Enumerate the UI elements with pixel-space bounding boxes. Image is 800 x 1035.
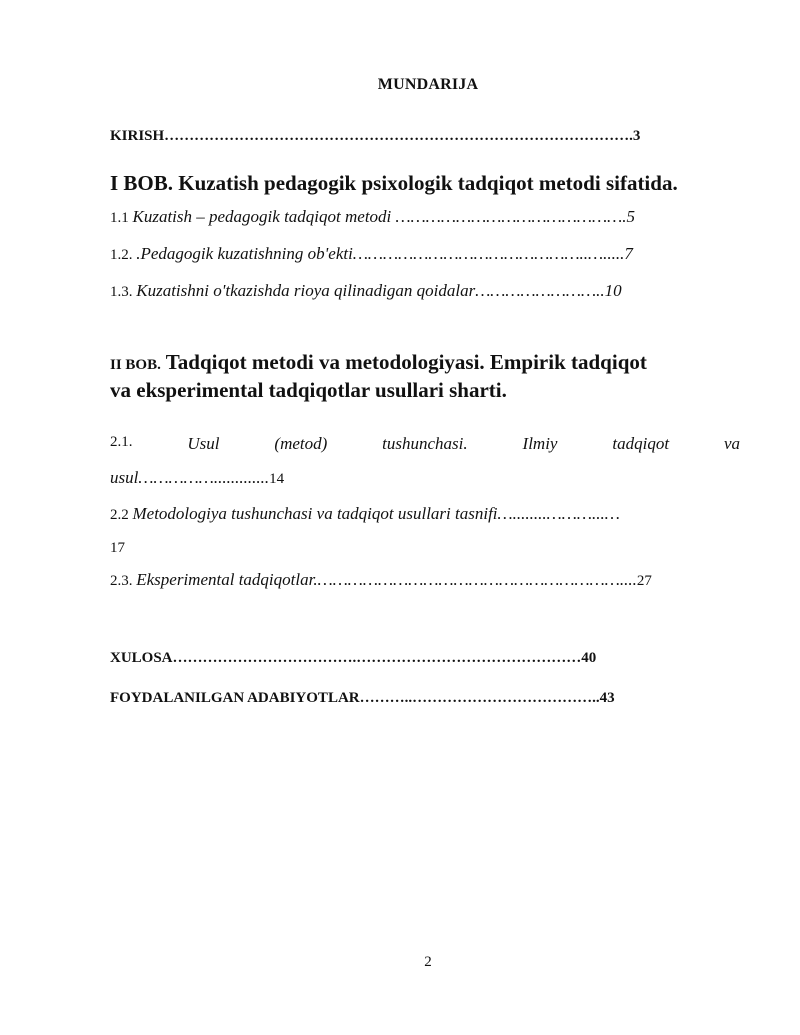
toc-kirish: KIRISH………………………………………………………………………………….3 [110,128,641,144]
toc-xulosa: XULOSA……………………………….………………………………………40 [110,650,597,666]
chapter-2-heading-line-1 [110,350,740,375]
toc-entry-text: Kuzatish – pedagogik tadqiqot metodi ……………………………………….5 [132,207,636,226]
toc-entry-2-3 [110,570,740,590]
toc-entry-word: Usul [187,434,220,453]
toc-entry-number: 2.3. [110,573,137,589]
toc-entry-word: va [723,434,740,453]
toc-adabiyotlar: FOYDALANILGAN ADABIYOTLAR………..………………………………..43 [110,690,615,706]
chapter-2-title: Tadqiqot metodi va metodologiyasi. Empirik tadqiqot [160,350,647,374]
toc-entry-text: .Pedagogik kuzatishning ob'ekti………………………………………..….....7 [136,244,633,263]
toc-entry-text: usul……………............. [110,468,270,487]
toc-entry-page: 14 [269,471,285,487]
toc-entry-2-1-line-2 [110,468,740,488]
toc-entry-text: Metodologiya tushunchasi va tadqiqot usullari tasnifi…........………...… [132,504,620,523]
toc-entry-1-2 [110,244,740,264]
toc-entry-word: Ilmiy [522,434,558,453]
toc-entry-2-1-line-1 [110,434,740,454]
toc-entry-number: 1.1 [110,210,133,226]
chapter-1-heading: I BOB. Kuzatish pedagogik psixologik tadqiqot metodi sifatida. [110,171,678,195]
page-number: 2 [424,954,432,970]
toc-entry-word: tushunchasi. [382,434,468,453]
toc-entry-text: Kuzatishni o'tkazishda rioya qilinadigan qoidalar……………………..10 [136,281,622,300]
toc-entry-2-2-page [110,537,740,557]
toc-entry-page: 17 [110,540,125,556]
toc-entry-2-2 [110,504,740,524]
toc-entry-number: 1.2. [110,247,137,263]
chapter-2-prefix: II BOB. [110,357,161,373]
toc-title: MUNDARIJA [377,76,479,93]
toc-entry-word: (metod) [274,434,328,453]
toc-entry-text: Eksperimental tadqiqotlar.…………………………………………………….... [136,570,637,589]
toc-entry-number: 2.2 [110,507,133,523]
chapter-2-heading-line-2: va eksperimental tadqiqotlar usullari sharti. [110,378,507,402]
toc-entry-1-3 [110,281,740,301]
toc-entry-1-1 [110,207,740,227]
toc-entry-page: 27 [636,573,652,589]
toc-entry-number: 2.1. [110,434,133,450]
toc-entry-number: 1.3. [110,284,137,300]
toc-entry-word: tadqiqot [612,434,670,453]
